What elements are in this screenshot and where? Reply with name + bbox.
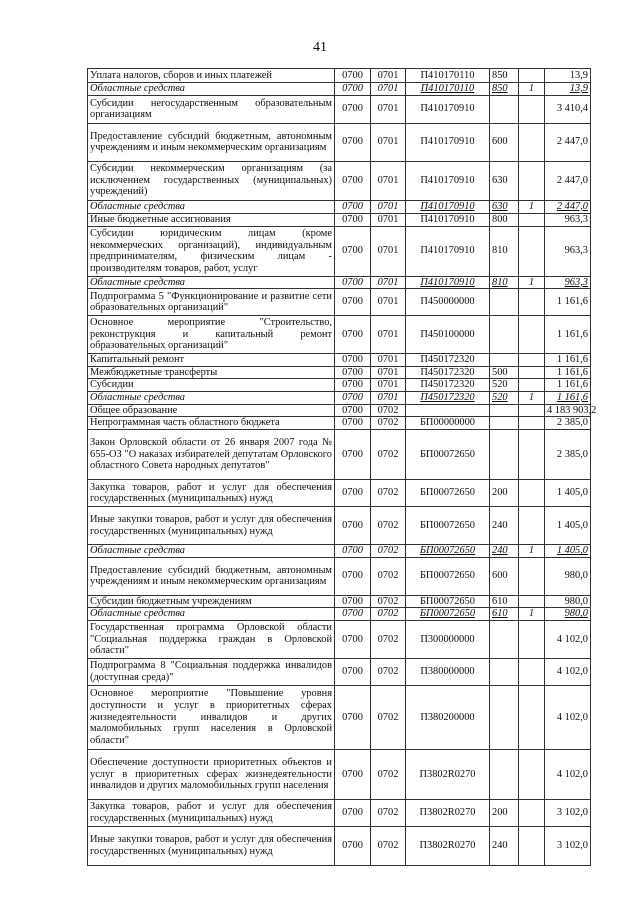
section-code: 0700 [335,226,371,276]
row-name: Государственная программа Орловской области "Социальная поддержка граждан в Орловской области" [88,620,335,658]
funding-source [519,379,545,392]
subsection-code: 0702 [371,608,406,621]
row-name: Иные бюджетные ассигнования [88,213,335,226]
section-code: 0700 [335,480,371,507]
table-row [88,507,591,545]
expense-type: 240 [490,507,519,545]
funding-source [519,123,545,161]
funding-source [519,417,545,430]
subsection-code: 0701 [371,366,406,379]
table-row [88,557,591,595]
section-code: 0700 [335,200,371,213]
section-code: 0700 [335,608,371,621]
subsection-code: 0702 [371,430,406,480]
funding-source: 1 [519,276,545,289]
subsection-code: 0702 [371,595,406,608]
funding-source: 1 [519,608,545,621]
amount: 1 405,0 [545,507,591,545]
subsection-code: 0701 [371,95,406,123]
target-article: БП00000000 [406,417,490,430]
subsection-code: 0702 [371,658,406,685]
amount: 4 183 903,2 [545,404,591,417]
table-row [88,161,591,200]
target-article: П410170910 [406,213,490,226]
target-article: П3802R0270 [406,799,490,826]
target-article: П410170910 [406,161,490,200]
section-code: 0700 [335,379,371,392]
table-row [88,213,591,226]
expense-type [490,95,519,123]
row-name: Субсидии некоммерческим организациям (за исключением государственных (муниципальных) учреждений) [88,161,335,200]
target-article: БП00072650 [406,557,490,595]
expense-type: 240 [490,826,519,865]
section-code: 0700 [335,83,371,96]
target-article: П450000000 [406,289,490,316]
funding-source [519,289,545,316]
expense-type: 630 [490,161,519,200]
funding-source [519,213,545,226]
section-code: 0700 [335,366,371,379]
expense-type: 850 [490,83,519,96]
expense-type: 200 [490,480,519,507]
funding-source: 1 [519,83,545,96]
target-article: БП00072650 [406,595,490,608]
table-row [88,379,591,392]
expense-type: 630 [490,200,519,213]
amount: 1 161,6 [545,316,591,354]
table-row [88,545,591,558]
expense-type: 810 [490,276,519,289]
section-code: 0700 [335,799,371,826]
row-name: Основное мероприятие "Повышение уровня доступности и услуг в приоритетных сферах жизнедеятельности инвалидов и других маломобильных групп населения в Орловской области" [88,685,335,749]
table-row [88,685,591,749]
section-code: 0700 [335,276,371,289]
section-code: 0700 [335,685,371,749]
amount: 3 102,0 [545,826,591,865]
section-code: 0700 [335,557,371,595]
section-code: 0700 [335,213,371,226]
funding-source [519,404,545,417]
section-code: 0700 [335,391,371,404]
row-name: Уплата налогов, сборов и иных платежей [88,69,335,83]
funding-source [519,480,545,507]
row-name: Областные средства [88,545,335,558]
table-row [88,749,591,799]
target-article: П410170910 [406,123,490,161]
subsection-code: 0701 [371,316,406,354]
table-row [88,658,591,685]
target-article: П450172320 [406,354,490,367]
target-article: П410170110 [406,83,490,96]
amount: 3 410,4 [545,95,591,123]
expense-type [490,620,519,658]
amount: 980,0 [545,557,591,595]
funding-source [519,658,545,685]
row-name: Межбюджетные трансферты [88,366,335,379]
table-row [88,826,591,865]
expense-type: 500 [490,366,519,379]
table-row [88,95,591,123]
expense-type: 520 [490,391,519,404]
target-article [406,404,490,417]
funding-source [519,316,545,354]
subsection-code: 0701 [371,276,406,289]
target-article: П300000000 [406,620,490,658]
expense-type: 600 [490,123,519,161]
amount: 1 161,6 [545,354,591,367]
amount: 980,0 [545,608,591,621]
amount: 963,3 [545,213,591,226]
budget-table [87,68,597,866]
amount: 13,9 [545,69,591,83]
subsection-code: 0701 [371,69,406,83]
amount: 980,0 [545,595,591,608]
section-code: 0700 [335,749,371,799]
subsection-code: 0701 [371,213,406,226]
row-name: Основное мероприятие "Строительство, реконструкция и капитальный ремонт образовательных организаций" [88,316,335,354]
table-row [88,366,591,379]
expense-type [490,430,519,480]
expense-type: 610 [490,608,519,621]
amount: 1 405,0 [545,545,591,558]
target-article: БП00072650 [406,480,490,507]
table-row [88,316,591,354]
amount: 2 447,0 [545,161,591,200]
subsection-code: 0702 [371,826,406,865]
page-number: 41 [313,40,327,55]
section-code: 0700 [335,417,371,430]
target-article: П410170910 [406,276,490,289]
section-code: 0700 [335,404,371,417]
amount: 3 102,0 [545,799,591,826]
table-row [88,69,591,83]
funding-source [519,226,545,276]
funding-source [519,826,545,865]
funding-source: 1 [519,391,545,404]
subsection-code: 0702 [371,685,406,749]
expense-type: 610 [490,595,519,608]
section-code: 0700 [335,289,371,316]
amount: 963,3 [545,226,591,276]
funding-source [519,69,545,83]
subsection-code: 0701 [371,289,406,316]
section-code: 0700 [335,95,371,123]
expense-type: 850 [490,69,519,83]
table-row [88,123,591,161]
expense-type [490,354,519,367]
row-name: Субсидии негосударственным образовательным организациям [88,95,335,123]
section-code: 0700 [335,354,371,367]
row-name: Иные закупки товаров, работ и услуг для обеспечения государственных (муниципальных) нужд [88,507,335,545]
target-article: П380000000 [406,658,490,685]
amount: 1 161,6 [545,289,591,316]
section-code: 0700 [335,595,371,608]
expense-type: 810 [490,226,519,276]
row-name: Общее образование [88,404,335,417]
funding-source [519,507,545,545]
funding-source [519,799,545,826]
subsection-code: 0701 [371,391,406,404]
amount: 4 102,0 [545,658,591,685]
funding-source [519,749,545,799]
target-article: П410170910 [406,226,490,276]
expense-type [490,316,519,354]
row-name: Областные средства [88,200,335,213]
expense-type: 600 [490,557,519,595]
target-article: П380200000 [406,685,490,749]
funding-source [519,366,545,379]
target-article: П410170910 [406,95,490,123]
table-row [88,354,591,367]
amount: 1 405,0 [545,480,591,507]
target-article: БП00072650 [406,430,490,480]
section-code: 0700 [335,161,371,200]
target-article: П450172320 [406,391,490,404]
subsection-code: 0702 [371,749,406,799]
funding-source [519,95,545,123]
section-code: 0700 [335,658,371,685]
expense-type [490,417,519,430]
amount: 4 102,0 [545,620,591,658]
expense-type [490,749,519,799]
subsection-code: 0702 [371,480,406,507]
subsection-code: 0702 [371,799,406,826]
subsection-code: 0701 [371,123,406,161]
subsection-code: 0702 [371,557,406,595]
table-row [88,404,591,417]
table-row [88,620,591,658]
amount: 2 385,0 [545,417,591,430]
expense-type: 800 [490,213,519,226]
row-name: Обеспечение доступности приоритетных объектов и услуг в приоритетных сферах жизнедеятельности инвалидов и других маломобильных групп населения [88,749,335,799]
table-row [88,799,591,826]
expense-type: 520 [490,379,519,392]
target-article: П450100000 [406,316,490,354]
target-article: П410170910 [406,200,490,213]
amount: 963,3 [545,276,591,289]
funding-source [519,354,545,367]
expense-type [490,685,519,749]
section-code: 0700 [335,316,371,354]
expense-type [490,404,519,417]
row-name: Непрограммная часть областного бюджета [88,417,335,430]
row-name: Закупка товаров, работ и услуг для обеспечения государственных (муниципальных) нужд [88,480,335,507]
funding-source [519,620,545,658]
subsection-code: 0702 [371,507,406,545]
section-code: 0700 [335,545,371,558]
table-row [88,417,591,430]
row-name: Субсидии бюджетным учреждениям [88,595,335,608]
row-name: Областные средства [88,83,335,96]
row-name: Предоставление субсидий бюджетным, автономным учреждениям и иным некоммерческим организациям [88,557,335,595]
subsection-code: 0701 [371,354,406,367]
subsection-code: 0701 [371,83,406,96]
subsection-code: 0702 [371,417,406,430]
amount: 4 102,0 [545,749,591,799]
target-article: БП00072650 [406,545,490,558]
amount: 1 161,6 [545,366,591,379]
target-article: П3802R0270 [406,749,490,799]
table-row [88,226,591,276]
amount: 2 447,0 [545,123,591,161]
row-name: Закон Орловской области от 26 января 2007 года № 655-ОЗ "О наказах избирателей депутатам Орловского областного Совета народных депутатов" [88,430,335,480]
funding-source [519,557,545,595]
expense-type: 200 [490,799,519,826]
subsection-code: 0701 [371,379,406,392]
table-row [88,276,591,289]
funding-source [519,430,545,480]
subsection-code: 0701 [371,226,406,276]
section-code: 0700 [335,69,371,83]
table-row [88,83,591,96]
row-name: Субсидии юридическим лицам (кроме некоммерческих организаций), индивидуальным предпринимателям, физическим лицам - производителям товаров, работ, услуг [88,226,335,276]
funding-source: 1 [519,545,545,558]
subsection-code: 0702 [371,545,406,558]
subsection-code: 0701 [371,161,406,200]
expense-type [490,289,519,316]
section-code: 0700 [335,507,371,545]
funding-source: 1 [519,200,545,213]
target-article: П450172320 [406,379,490,392]
funding-source [519,161,545,200]
budget-table-body [88,69,597,866]
expense-type [490,658,519,685]
row-name: Закупка товаров, работ и услуг для обеспечения государственных (муниципальных) нужд [88,799,335,826]
amount: 2 385,0 [545,430,591,480]
target-article: БП00072650 [406,507,490,545]
amount: 2 447,0 [545,200,591,213]
table-row [88,289,591,316]
expense-type: 240 [490,545,519,558]
table-row [88,608,591,621]
table-row [88,480,591,507]
subsection-code: 0702 [371,404,406,417]
row-name: Областные средства [88,608,335,621]
section-code: 0700 [335,826,371,865]
section-code: 0700 [335,430,371,480]
subsection-code: 0701 [371,200,406,213]
amount: 4 102,0 [545,685,591,749]
funding-source [519,595,545,608]
row-name: Областные средства [88,276,335,289]
table-row [88,200,591,213]
amount: 13,9 [545,83,591,96]
section-code: 0700 [335,123,371,161]
subsection-code: 0702 [371,620,406,658]
target-article: П410170110 [406,69,490,83]
row-name: Областные средства [88,391,335,404]
amount: 1 161,6 [545,391,591,404]
row-name: Субсидии [88,379,335,392]
row-name: Капитальный ремонт [88,354,335,367]
funding-source [519,685,545,749]
row-name: Подпрограмма 8 "Социальная поддержка инвалидов (доступная среда)" [88,658,335,685]
row-name: Иные закупки товаров, работ и услуг для обеспечения государственных (муниципальных) нужд [88,826,335,865]
table-row [88,391,591,404]
target-article: БП00072650 [406,608,490,621]
table-row [88,430,591,480]
row-name: Подпрограмма 5 "Функционирование и развитие сети образовательных организаций" [88,289,335,316]
amount: 1 161,6 [545,379,591,392]
table-row [88,595,591,608]
row-name: Предоставление субсидий бюджетным, автономным учреждениям и иным некоммерческим организациям [88,123,335,161]
section-code: 0700 [335,620,371,658]
target-article: П450172320 [406,366,490,379]
target-article: П3802R0270 [406,826,490,865]
